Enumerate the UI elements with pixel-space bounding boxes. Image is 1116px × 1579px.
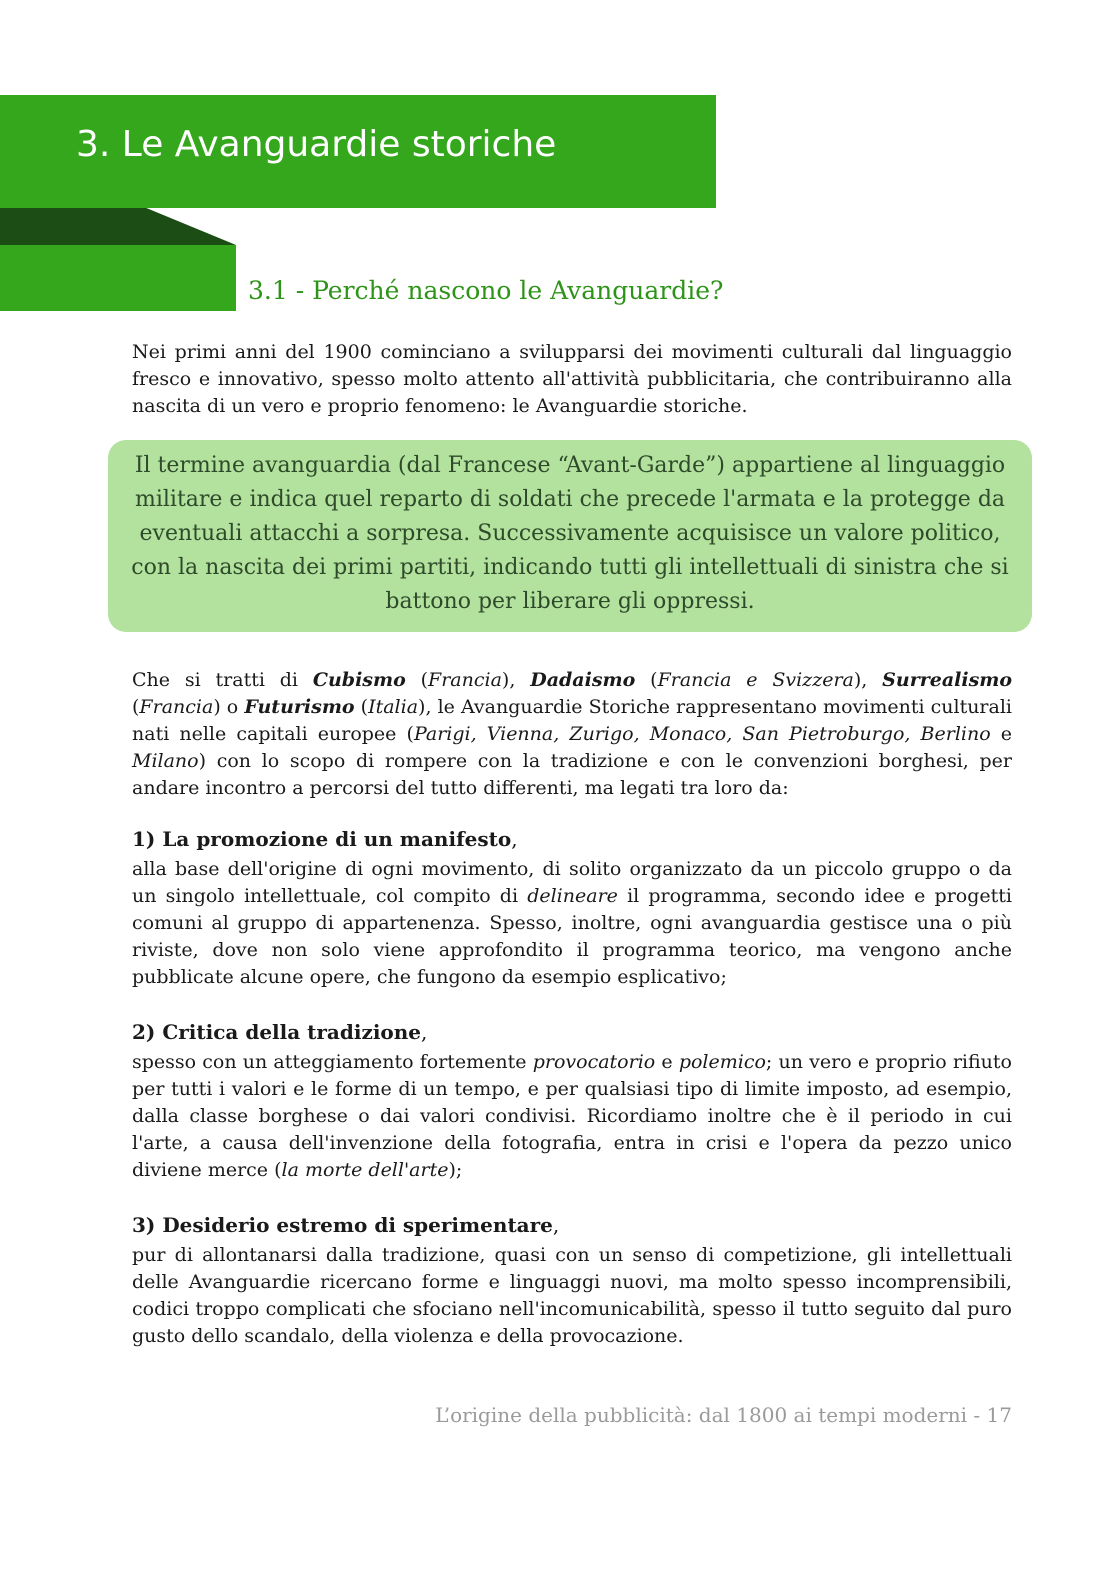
point-heading-separator: , [511,827,518,851]
emphasis: delineare [527,885,618,907]
text-run: spesso con un atteggiamento fortemente [132,1051,533,1073]
point-1-heading [132,827,518,851]
emphasis: polemico [678,1051,766,1073]
point-1-body [132,856,1012,991]
section-title: 3.1 - Perché nascono le Avanguardie? [248,276,724,305]
point-heading-text: 3) Desiderio estremo di sperimentare [132,1213,553,1237]
movement-surrealismo: Surrealismo [882,669,1013,691]
text-run: ( [354,696,369,718]
country-label: Francia [428,669,502,691]
text-run: ) o [213,696,245,718]
text-run: ( [635,669,658,691]
point-2-body [132,1049,1012,1184]
ribbon-fold [0,208,236,245]
movements-paragraph [132,667,1012,802]
point-heading-text: 1) La promozione di un manifesto [132,827,512,851]
point-heading-separator: , [421,1020,428,1044]
country-label: Italia [368,696,419,718]
emphasis: la morte dell'arte [281,1159,449,1181]
text-run: ( [405,669,429,691]
country-label: Francia e Svizzera [657,669,854,691]
page-footer: L’origine della pubblicità: dal 1800 ai tempi moderni - 17 [435,1403,1012,1427]
point-heading-separator: , [552,1213,560,1237]
text-run: ), [853,669,883,691]
movement-futurismo: Futurismo [244,696,355,718]
text-run: ), [501,669,531,691]
definition-callout-text: Il termine avanguardia (dal Francese “Avant-Garde”) appartiene al linguaggio militare e indica quel reparto di soldati che precede l'armata e la protegge da eventuali attacchi a sorpresa. Successivamente acquisisce un valore politico, con la nascita dei primi partiti, indicando tutti gli intellettuali di sinistra che si battono per liberare gli oppressi. [131,453,1009,614]
text-run: ); [448,1159,463,1181]
point-3-body: pur di allontanarsi dalla tradizione, quasi con un senso di competizione, gli intellettuali delle Avanguardie ricercano forme e linguaggi nuovi, ma molto spesso incomprensibili, codici troppo complicati che sfociano nell'incomunicabilità, spesso il tutto seguito dal puro gusto dello scandalo, della violenza e della provocazione. [132,1244,1012,1347]
ribbon-lower [0,245,236,311]
text-run: ; un vero e proprio rifiuto per tutti i valori e le forme di un tempo, e per qualsiasi tipo di limite imposto, ad esempio, dalla classe borghese o dai valori condivisi. Ricordiamo inoltre che è il periodo in cui l'arte, a causa dell'invenzione della fotografia, entra in crisi e l'opera da pezzo unico diviene merce ( [132,1051,1012,1181]
movement-cubismo: Cubismo [312,669,406,691]
intro-paragraph: Nei primi anni del 1900 cominciano a svilupparsi dei movimenti culturali dal linguaggio fresco e innovativo, spesso molto attento all'attività pubblicitaria, che contribuiranno alla nascita di un vero e proprio fenomeno: le Avanguardie storiche. [132,341,1012,417]
text-run: e [990,723,1012,745]
city-milano: Milano [132,750,199,772]
emphasis: provocatorio [532,1051,656,1073]
text-run: ( [132,696,140,718]
chapter-title: 3. Le Avanguardie storiche [76,124,557,165]
cities-list: Parigi, Vienna, Zurigo, Monaco, San Pietroburgo, Berlino [413,723,991,745]
point-3-heading [132,1213,559,1237]
point-heading-text: 2) Critica della tradizione [132,1020,422,1044]
text-run: alla base dell'origine di ogni movimento, di solito organizzato da un piccolo gruppo o da un singolo intellettuale, col compito di [132,858,1012,907]
text-run: Che si tratti di [132,669,313,691]
country-label: Francia [139,696,214,718]
text-run: il programma, secondo idee e progetti comuni al gruppo di appartenenza. Spesso, inoltre, ogni avanguardia gestisce una o più riviste, dove non solo viene approfondito il programma teorico, ma vengono anche pubblicate alcune opere, che fungono da esempio esplicativo; [132,885,1012,988]
text-run: ), le Avanguardie Storiche rappresentano movimenti culturali nati nelle capitali europee ( [132,696,1012,745]
point-2-heading [132,1020,427,1044]
movement-dadaismo: Dadaismo [530,669,636,691]
text-run: e [655,1051,679,1073]
text-run: ) con lo scopo di rompere con la tradizione e con le convenzioni borghesi, per andare incontro a percorsi del tutto differenti, ma legati tra loro da: [132,750,1012,799]
